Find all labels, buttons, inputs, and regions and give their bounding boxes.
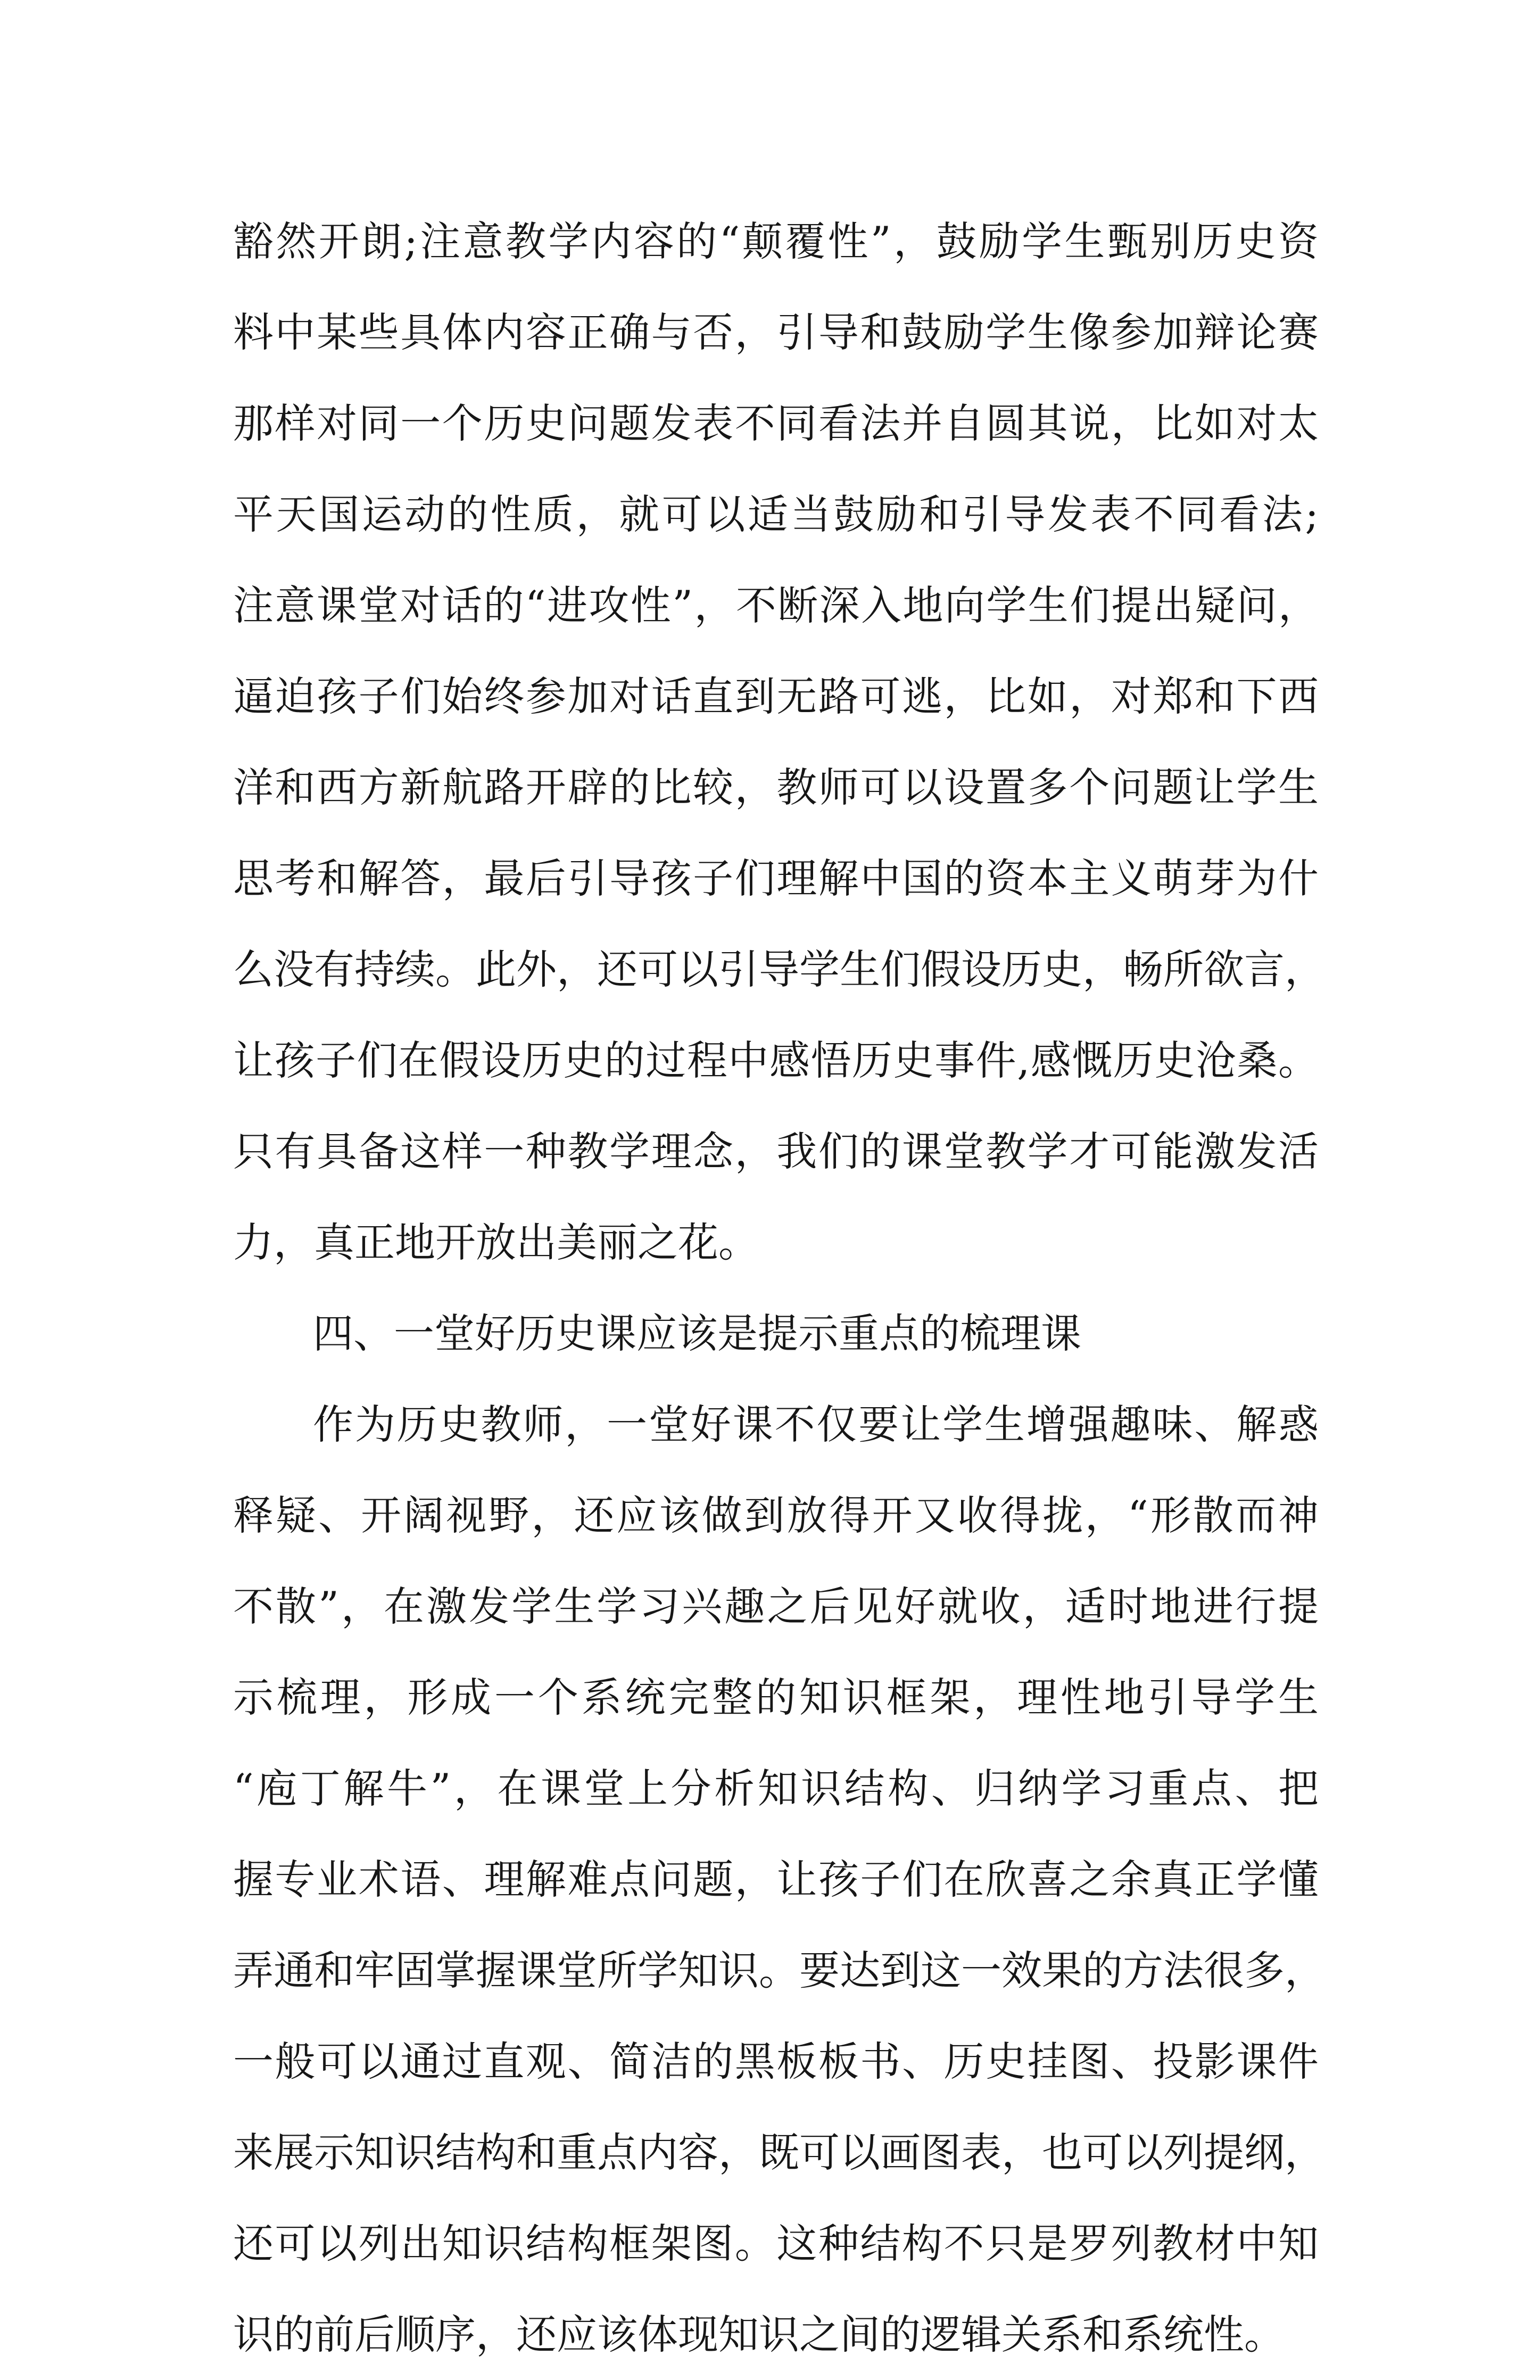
text-line: 让孩子们在假设历史的过程中感悟历史事件,感慨历史沧桑。 — [233, 1037, 1319, 1084]
text-line: 示梳理，形成一个系统完整的知识框架，理性地引导学生 — [233, 1674, 1319, 1721]
text-line: 来展示知识结构和重点内容，既可以画图表，也可以列提纲， — [233, 2129, 1325, 2176]
text-line: 逼迫孩子们始终参加对话直到无路可逃，比如，对郑和下西 — [233, 673, 1319, 720]
text-line: 豁然开朗;注意教学内容的“颠覆性”，鼓励学生甄别历史资 — [233, 218, 1319, 265]
text-line: 释疑、开阔视野，还应该做到放得开又收得拢，“形散而神 — [233, 1492, 1319, 1539]
text-line: 识的前后顺序，还应该体现知识之间的逻辑关系和系统性。 — [233, 2311, 1285, 2358]
text-line: 料中某些具体内容正确与否，引导和鼓励学生像参加辩论赛 — [233, 309, 1319, 356]
text-line: 思考和解答，最后引导孩子们理解中国的资本主义萌芽为什 — [233, 855, 1319, 902]
text-line: 洋和西方新航路开辟的比较，教师可以设置多个问题让学生 — [233, 764, 1319, 811]
text-line: 不散”，在激发学生学习兴趣之后见好就收，适时地进行提 — [233, 1583, 1319, 1630]
body-text — [233, 196, 1325, 2380]
text-line: 只有具备这样一种教学理念，我们的课堂教学才可能激发活 — [233, 1128, 1319, 1175]
section-heading: 四、一堂好历史课应该是提示重点的梳理课 — [313, 1310, 1081, 1357]
text-line: 还可以列出知识结构框架图。这种结构不只是罗列教材中知 — [233, 2220, 1319, 2267]
text-line: 注意课堂对话的“进攻性”，不断深入地向学生们提出疑问， — [233, 582, 1319, 629]
text-line: 那样对同一个历史问题发表不同看法并自圆其说，比如对太 — [233, 400, 1319, 447]
text-line: 作为历史教师，一堂好课不仅要让学生增强趣味、解惑 — [313, 1401, 1319, 1448]
text-line: 一般可以通过直观、简洁的黑板板书、历史挂图、投影课件 — [233, 2038, 1319, 2085]
text-line: 握专业术语、理解难点问题，让孩子们在欣喜之余真正学懂 — [233, 1856, 1319, 1903]
text-line: 力，真正地开放出美丽之花。 — [233, 1219, 759, 1266]
text-line: 平天国运动的性质，就可以适当鼓励和引导发表不同看法; — [233, 491, 1319, 538]
text-line: 弄通和牢固掌握课堂所学知识。要达到这一效果的方法很多， — [233, 1947, 1325, 1994]
text-line: “庖丁解牛”，在课堂上分析知识结构、归纳学习重点、把 — [233, 1765, 1319, 1812]
text-line: 么没有持续。此外，还可以引导学生们假设历史，畅所欲言， — [233, 946, 1325, 993]
